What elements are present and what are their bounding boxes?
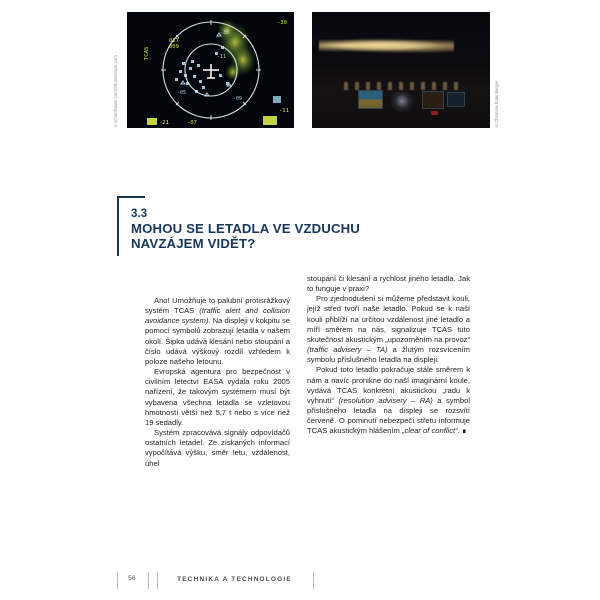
center-console-controls: [387, 92, 417, 112]
photo-credit-left: ©schoolsaver.com/Shutterstock.com: [113, 55, 118, 128]
navigation-display: [422, 91, 444, 109]
section-number: 3.3: [131, 208, 148, 220]
svg-text:-21: -21: [159, 120, 169, 126]
svg-text:-09: -09: [233, 96, 243, 102]
svg-text:-30: -30: [277, 20, 287, 26]
svg-text:-11: -11: [279, 108, 289, 114]
warning-light: [431, 111, 438, 116]
radar-artwork: [127, 12, 294, 128]
cockpit-artwork: [312, 12, 490, 128]
engine-display: [447, 92, 465, 107]
tcas-radar-display-photo: [127, 12, 294, 128]
primary-flight-display: [358, 90, 383, 109]
svg-text:-07: -07: [187, 120, 197, 126]
overhead-switch-row: [344, 82, 458, 90]
night-cockpit-photo: [312, 12, 490, 128]
body-paragraph: stoupání či klesání a rychlost jiného letadla. Jak to funguje v praxi?: [307, 274, 470, 294]
photo-credit-right: ©Christina Eisenberger: [494, 80, 499, 128]
svg-text:-30: -30: [220, 30, 230, 36]
body-paragraph: Pro zjednodušení si můžeme představit kouli, jejíž střed tvoří naše letadlo. Pokud se k naší kouli přiblíží na určitou vzdálenost jiné letadlo a míří směrem na nás, signalizuje TCAS tuto skutečnost akustickým „upozorněním na provoz“ (traffic advisery – TA) a žlutým rozsvícením symbolu příslušného letadla na displeji.: [307, 294, 470, 365]
page-footer: [117, 572, 477, 594]
footer-section-label: TECHNIKA A TECHNOLOGIE: [177, 576, 292, 583]
body-column-left: [145, 296, 290, 469]
city-lights: [319, 38, 454, 53]
photo-row: [110, 12, 499, 128]
body-paragraph: Systém zpracovává signály odpovídačů ostatních letadel. Ze získaných informací vypočítává výšku, směr letu, vzdálenost, úhel: [145, 428, 290, 468]
svg-text:017: 017: [169, 38, 179, 44]
body-paragraph: Evropská agentura pro bezpečnost v civilním letectví EASA vydala roku 2005 nařízení, že takovým systémem musí být vybavena všechna letadla se vzletovou hmotností větší než 5,7 t nebo s více než 19 sedadly.: [145, 367, 290, 427]
svg-text:009: 009: [169, 44, 179, 50]
page-title-line-2: NAVZÁJEM VIDĚT?: [131, 236, 256, 252]
page-title-line-1: MOHOU SE LETADLA VE VZDUCHU: [131, 221, 360, 236]
page-number: 56: [128, 575, 136, 582]
svg-text:TCAS: TCAS: [144, 46, 150, 60]
svg-text:-11: -11: [217, 54, 227, 60]
body-paragraph: Pokud toto letadlo pokračuje stále směrem k nám a navíc pronikne do naší imaginární koule, vydává TCAS konkrétní akustickou „radu k vyhnutí“ (resolution advisery – RA) a symbol příslušného letadla na displeji se rozsvítí červeně. O pominutí nebezpečí střetu informuje TCAS akustickým hlášením „clear of conflict“. ∎: [307, 365, 471, 436]
svg-text:-05: -05: [177, 90, 187, 96]
body-column-right: [307, 274, 470, 437]
body-paragraph: Ano! Umožňuje to palubní protisrážkový systém TCAS (traffic alert and collision avoidance system). Na displeji v kokpitu se pomocí symbolů zobrazují letadla v našem okolí. Šipka udává klesání nebo stoupání a číslo udává výškový rozdíl vzhledem k poloze našeho letounu.: [145, 296, 291, 366]
